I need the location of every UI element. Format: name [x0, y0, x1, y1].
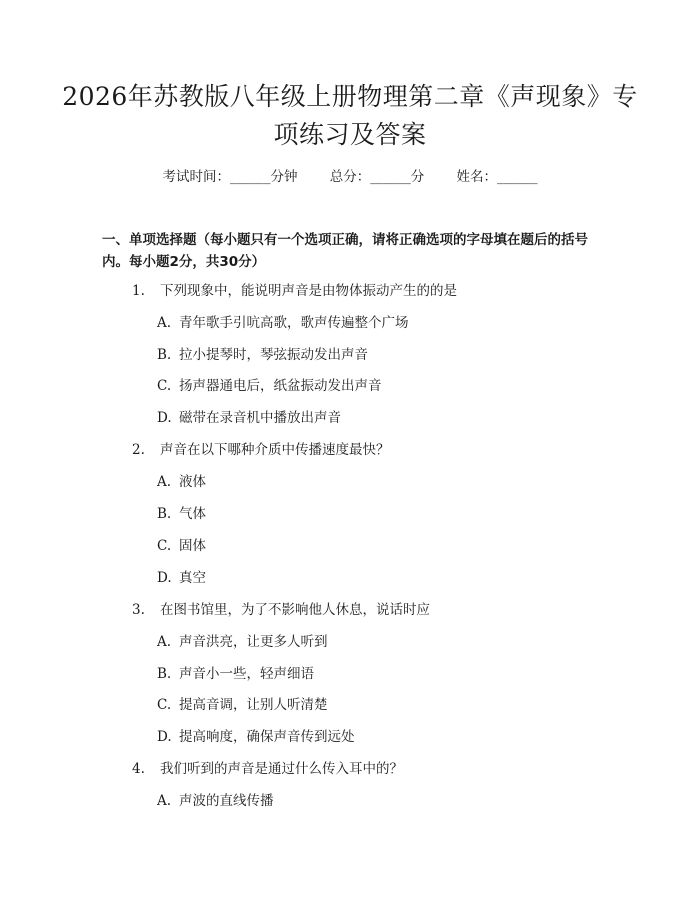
question-number: 3.: [132, 602, 145, 618]
question-text: 我们听到的声音是通过什么传入耳中的？: [160, 761, 403, 777]
option-letter: D.: [157, 570, 172, 586]
option-text: 提高音调，让别人听清楚: [179, 697, 328, 713]
option-letter: A.: [157, 793, 172, 809]
exam-time: 考试时间：______分钟: [162, 169, 298, 185]
option-letter: C.: [157, 378, 172, 394]
question-4-option-a: [157, 791, 274, 811]
question-3: [132, 600, 430, 620]
exam-meta: [0, 166, 700, 188]
option-text: 磁带在录音机中播放出声音: [179, 410, 341, 426]
question-text: 下列现象中，能说明声音是由物体振动产生的的是: [160, 283, 457, 299]
question-3-option-b: [157, 664, 314, 684]
question-text: 声音在以下哪种介质中传播速度最快？: [160, 442, 390, 458]
option-text: 声波的直线传播: [179, 793, 274, 809]
question-3-option-d: [157, 727, 355, 747]
exam-name: 姓名：______: [456, 169, 538, 185]
question-2-option-b: [157, 504, 206, 524]
option-text: 气体: [179, 506, 206, 522]
option-text: 固体: [179, 538, 206, 554]
option-letter: A.: [157, 474, 172, 490]
question-number: 4.: [132, 761, 145, 777]
question-number: 2.: [132, 442, 145, 458]
question-2-option-d: [157, 568, 206, 588]
option-letter: C.: [157, 538, 172, 554]
option-text: 拉小提琴时，琴弦振动发出声音: [179, 347, 368, 363]
option-text: 真空: [179, 570, 206, 586]
question-2: [132, 440, 390, 460]
option-letter: D.: [157, 729, 172, 745]
question-1-option-a: [157, 313, 409, 333]
option-letter: B.: [157, 347, 172, 363]
option-letter: A.: [157, 634, 172, 650]
option-letter: D.: [157, 410, 172, 426]
question-4: [132, 759, 403, 779]
question-1-option-b: [157, 345, 368, 365]
option-letter: B.: [157, 666, 172, 682]
option-text: 声音小一些，轻声细语: [179, 666, 314, 682]
option-text: 扬声器通电后，纸盆振动发出声音: [179, 378, 382, 394]
question-1: [132, 281, 457, 301]
document-title: 2026年苏教版八年级上册物理第二章《声现象》专项练习及答案: [62, 82, 638, 149]
question-1-option-c: [157, 376, 382, 396]
option-letter: B.: [157, 506, 172, 522]
option-letter: C.: [157, 697, 172, 713]
question-1-option-d: [157, 408, 341, 428]
section-heading: 一、单项选择题（每小题只有一个选项正确，请将正确选项的字母填在题后的括号内。每小题2分，共30分）: [102, 232, 588, 270]
option-text: 液体: [179, 474, 206, 490]
option-letter: A.: [157, 315, 172, 331]
question-3-option-a: [157, 632, 328, 652]
question-text: 在图书馆里，为了不影响他人休息，说话时应: [160, 602, 430, 618]
option-text: 提高响度，确保声音传到远处: [179, 729, 355, 745]
exam-score: 总分：______分: [329, 169, 425, 185]
question-number: 1.: [132, 283, 145, 299]
question-2-option-a: [157, 472, 206, 492]
question-2-option-c: [157, 536, 206, 556]
option-text: 声音洪亮，让更多人听到: [179, 634, 328, 650]
question-3-option-c: [157, 695, 328, 715]
option-text: 青年歌手引吭高歌，歌声传遍整个广场: [179, 315, 409, 331]
